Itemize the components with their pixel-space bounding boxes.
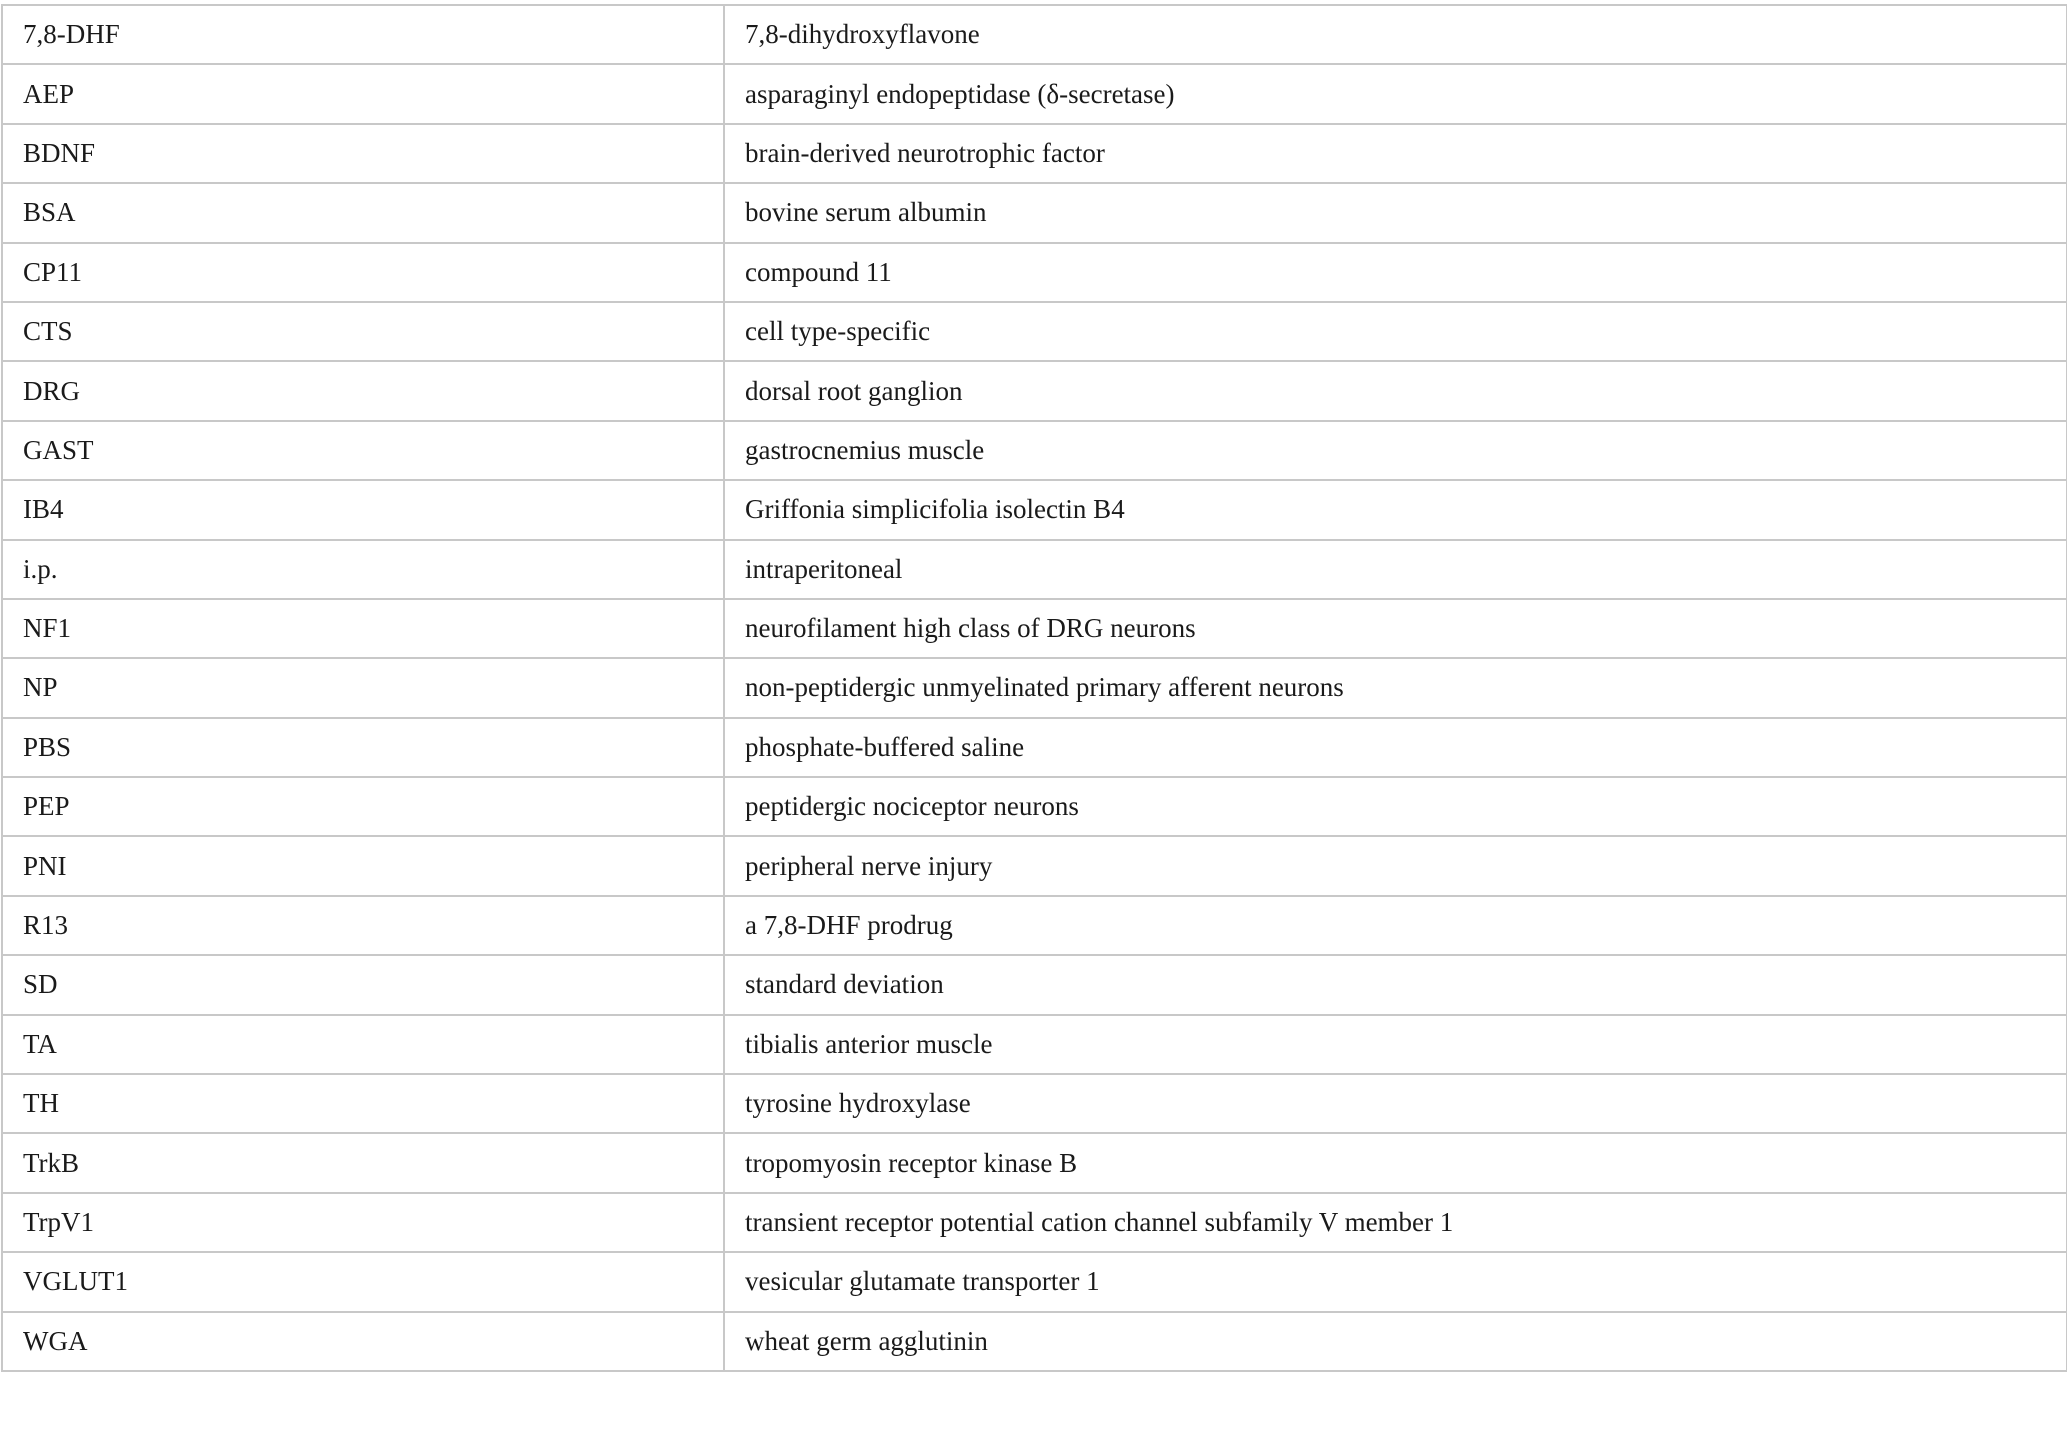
abbreviation-cell: TrkB xyxy=(2,1133,724,1192)
table-row xyxy=(2,1312,2067,1371)
abbreviation-cell: PEP xyxy=(2,777,724,836)
abbreviation-cell: R13 xyxy=(2,896,724,955)
abbreviation-cell: NF1 xyxy=(2,599,724,658)
table-row xyxy=(2,64,2067,123)
definition-cell: tropomyosin receptor kinase B xyxy=(724,1133,2067,1192)
table-row xyxy=(2,658,2067,717)
abbreviation-cell: BDNF xyxy=(2,124,724,183)
abbreviation-cell: CTS xyxy=(2,302,724,361)
definition-cell: neurofilament high class of DRG neurons xyxy=(724,599,2067,658)
definition-cell: bovine serum albumin xyxy=(724,183,2067,242)
table-row xyxy=(2,302,2067,361)
definition-cell: compound 11 xyxy=(724,243,2067,302)
definition-cell: non-peptidergic unmyelinated primary afferent neurons xyxy=(724,658,2067,717)
abbreviation-cell: 7,8-DHF xyxy=(2,5,724,64)
abbreviation-cell: BSA xyxy=(2,183,724,242)
abbreviation-cell: PNI xyxy=(2,836,724,895)
abbreviation-cell: SD xyxy=(2,955,724,1014)
table-row xyxy=(2,540,2067,599)
definition-cell: cell type-specific xyxy=(724,302,2067,361)
definition-cell: vesicular glutamate transporter 1 xyxy=(724,1252,2067,1311)
table-row xyxy=(2,1193,2067,1252)
table-row xyxy=(2,777,2067,836)
abbreviation-cell: PBS xyxy=(2,718,724,777)
table-row xyxy=(2,361,2067,420)
abbreviation-cell: NP xyxy=(2,658,724,717)
definition-cell: tibialis anterior muscle xyxy=(724,1015,2067,1074)
table-row xyxy=(2,480,2067,539)
definition-cell: a 7,8-DHF prodrug xyxy=(724,896,2067,955)
definition-cell: transient receptor potential cation channel subfamily V member 1 xyxy=(724,1193,2067,1252)
definition-cell: Griffonia simplicifolia isolectin B4 xyxy=(724,480,2067,539)
definition-cell: asparaginyl endopeptidase (δ-secretase) xyxy=(724,64,2067,123)
table-row xyxy=(2,599,2067,658)
table-row xyxy=(2,1015,2067,1074)
definition-cell: phosphate-buffered saline xyxy=(724,718,2067,777)
definition-cell: intraperitoneal xyxy=(724,540,2067,599)
definition-cell: gastrocnemius muscle xyxy=(724,421,2067,480)
table-row xyxy=(2,1074,2067,1133)
definition-cell: 7,8-dihydroxyflavone xyxy=(724,5,2067,64)
abbreviation-cell: VGLUT1 xyxy=(2,1252,724,1311)
table-row xyxy=(2,421,2067,480)
abbreviations-table-body xyxy=(2,5,2067,1371)
abbreviation-cell: TrpV1 xyxy=(2,1193,724,1252)
abbreviation-cell: IB4 xyxy=(2,480,724,539)
abbreviations-table xyxy=(1,4,2067,1372)
table-row xyxy=(2,718,2067,777)
table-row xyxy=(2,5,2067,64)
table-row xyxy=(2,836,2067,895)
definition-cell: tyrosine hydroxylase xyxy=(724,1074,2067,1133)
abbreviation-cell: WGA xyxy=(2,1312,724,1371)
table-row xyxy=(2,896,2067,955)
table-row xyxy=(2,183,2067,242)
definition-cell: dorsal root ganglion xyxy=(724,361,2067,420)
definition-cell: standard deviation xyxy=(724,955,2067,1014)
definition-cell: peripheral nerve injury xyxy=(724,836,2067,895)
table-row xyxy=(2,1252,2067,1311)
definition-cell: wheat germ agglutinin xyxy=(724,1312,2067,1371)
table-row xyxy=(2,955,2067,1014)
abbreviation-cell: TA xyxy=(2,1015,724,1074)
abbreviation-cell: GAST xyxy=(2,421,724,480)
abbreviation-cell: DRG xyxy=(2,361,724,420)
abbreviation-cell: AEP xyxy=(2,64,724,123)
table-row xyxy=(2,124,2067,183)
table-row xyxy=(2,1133,2067,1192)
abbreviation-cell: i.p. xyxy=(2,540,724,599)
definition-cell: brain-derived neurotrophic factor xyxy=(724,124,2067,183)
definition-cell: peptidergic nociceptor neurons xyxy=(724,777,2067,836)
table-row xyxy=(2,243,2067,302)
abbreviation-cell: TH xyxy=(2,1074,724,1133)
abbreviation-cell: CP11 xyxy=(2,243,724,302)
